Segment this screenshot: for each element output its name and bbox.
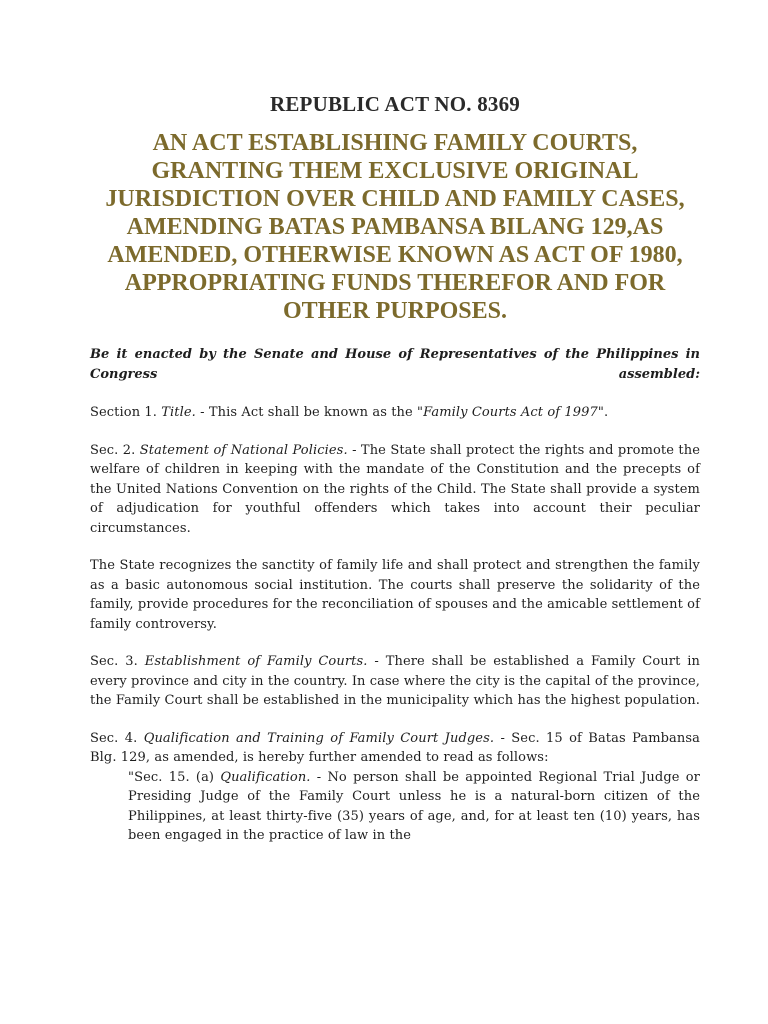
act-title-line: APPROPRIATING FUNDS THEREFOR AND FOR [124,270,666,296]
section-text: - Sec. 15 of Batas Pambansa Blg. 129, as amended, is hereby further amended to read as follows: [90,730,700,765]
section-label: Sec. 4. [90,730,144,746]
section-3 [90,652,700,711]
section-2-para-2: The State recognizes the sanctity of family life and shall protect and strengthen the family as a basic autonomous social institution. The courts shall preserve the solidarity of the family, provide procedures for the reconciliation of spouses and the amicable settlement of family controversy. [90,558,700,632]
section-end: . [603,405,609,420]
quoted-section-15 [128,768,700,846]
act-title-line: OTHER PURPOSES. [282,298,508,324]
section-heading: Establishment of Family Courts. [144,654,368,669]
section-heading: Title. [161,405,196,420]
section-heading: Qualification and Training of Family Court Judges. [143,730,495,746]
quote-text: - No person shall be appointed Regional Trial Judge or Presiding Judge of the Family Court unless he is a natural-born citizen of the Philippines, at least thirty-five (35) years of age, and, for at least ten (10) years, has been engaged in the practice of law in the [128,769,700,843]
quote-heading: Qualification. [220,769,311,785]
act-title-line: JURISDICTION OVER CHILD AND FAMILY CASES, [105,186,685,212]
enacting-clause: Be it enacted by the Senate and House of Representatives of the Philippines in Congress assembled: [90,347,700,382]
section-label: Section 1. [90,405,162,420]
section-label: Sec. 3. [90,654,145,669]
section-label: Sec. 2. [90,442,140,458]
section-4 [90,729,700,768]
act-title-line: GRANTING THEM EXCLUSIVE ORIGINAL [151,158,639,184]
act-title-line: AMENDING BATAS PAMBANSA BILANG 129,AS [126,214,664,240]
act-title [80,129,710,325]
act-title-line: AMENDED, OTHERWISE KNOWN AS ACT OF 1980, [107,242,683,268]
section-text: - There shall be established a Family Court in every province and city in the country. In case where the city is the capital of the province, the Family Court shall be established in the municipality which has the highest population. [90,654,700,708]
section-text: - This Act shall be known as the [195,405,418,420]
section-text: - The State shall protect the rights and promote the welfare of children in keeping with the mandate of the Constitution and the precepts of the United Nations Convention on the rights of the Child. The State shall provide a system of adjudication for youthful offenders which takes into account their peculiar circumstances. [90,442,701,536]
quote-label: "Sec. 15. (a) [128,769,221,785]
section-1 [90,403,700,423]
act-number: REPUBLIC ACT NO. 8369 [269,92,521,116]
section-heading: Statement of National Policies. [139,442,348,458]
document-page [90,92,700,846]
act-title-line: AN ACT ESTABLISHING FAMILY COURTS, [152,130,638,156]
section-2-para-1 [90,441,700,539]
short-title-quote: "Family Courts Act of 1997" [417,405,604,420]
